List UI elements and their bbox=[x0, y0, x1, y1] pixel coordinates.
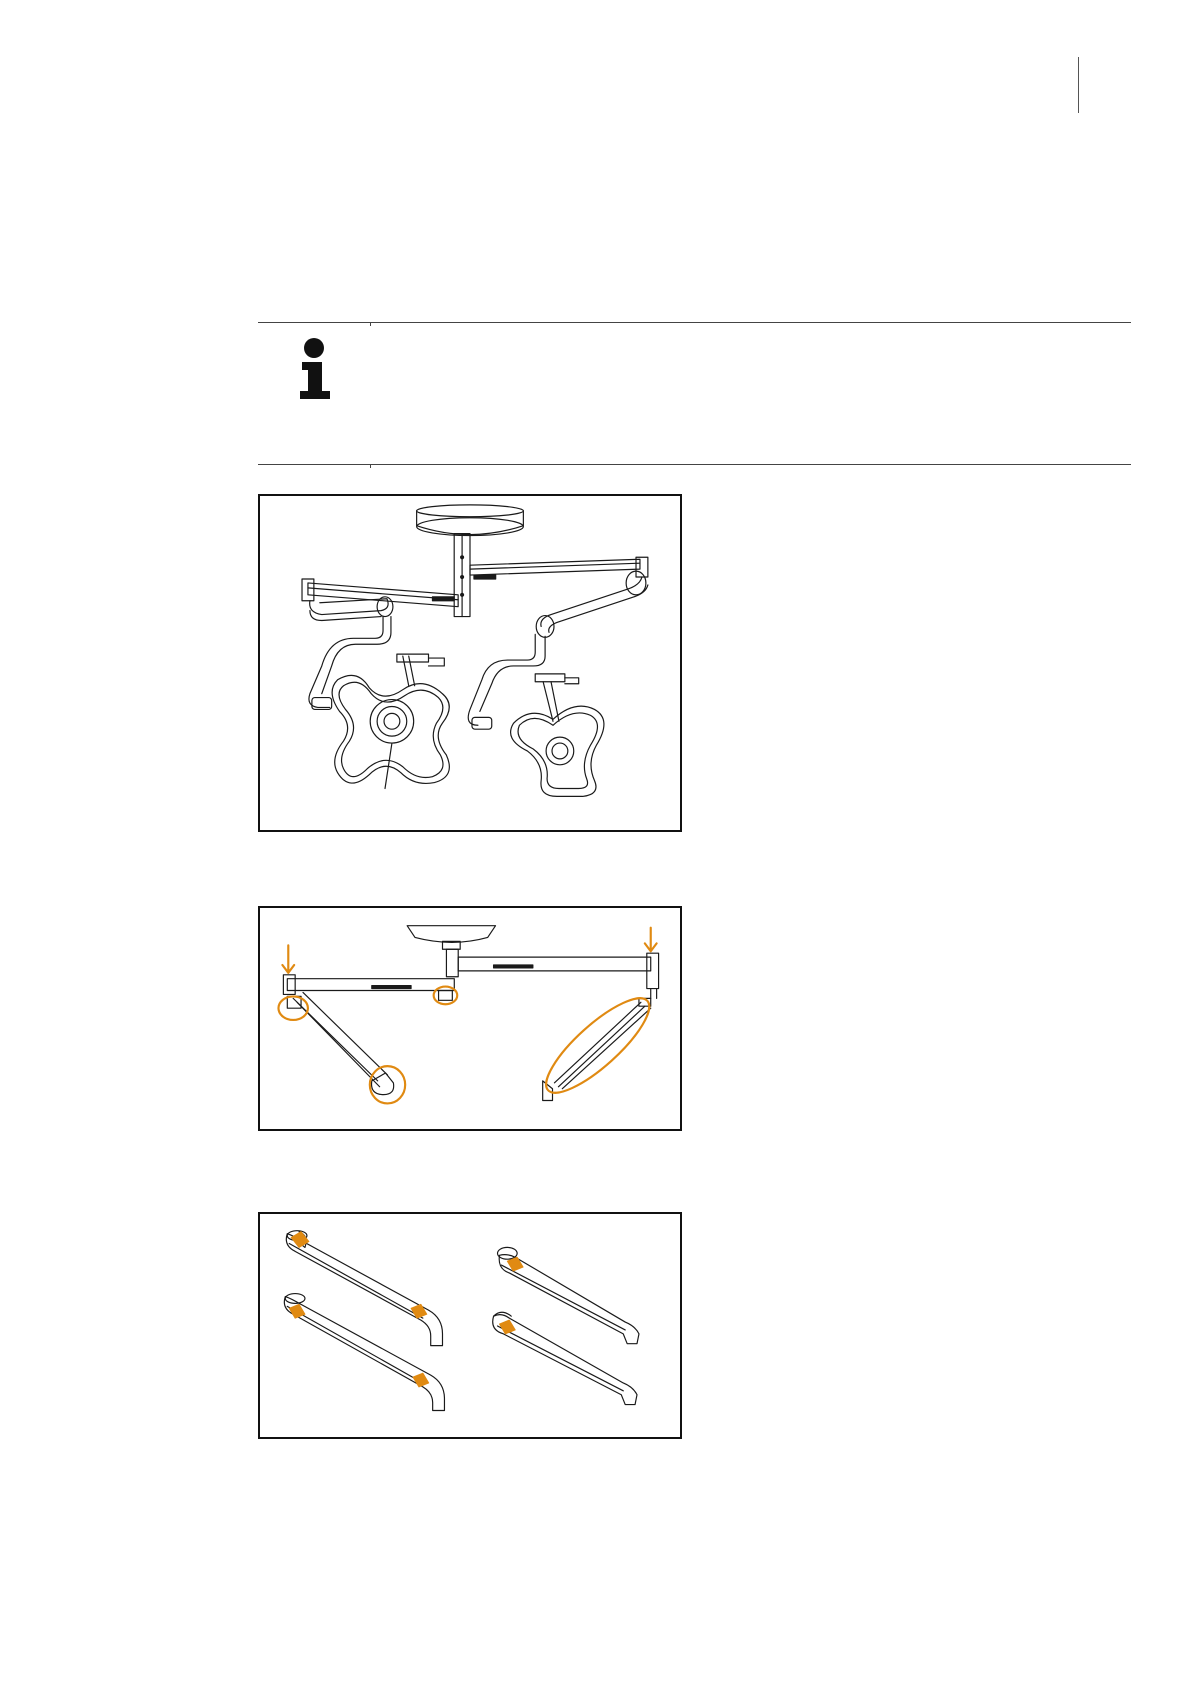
right-horizontal-arm bbox=[458, 953, 658, 998]
figure-light-assembly bbox=[258, 494, 682, 832]
info-icon bbox=[298, 337, 334, 399]
highlight-ring bbox=[534, 985, 661, 1105]
left-spring-arm bbox=[287, 992, 393, 1094]
band-marker bbox=[413, 1373, 429, 1387]
central-column bbox=[454, 534, 470, 617]
note-bottom-rule bbox=[258, 464, 1131, 465]
left-spring-arm bbox=[309, 597, 393, 710]
ceiling-canopy bbox=[407, 926, 495, 977]
page-edge-rule bbox=[1078, 57, 1079, 113]
band-marker bbox=[499, 1320, 515, 1334]
right-light-head bbox=[511, 674, 604, 797]
right-spring-arm bbox=[543, 998, 651, 1100]
highlight-ring bbox=[434, 987, 458, 1005]
note-top-rule bbox=[258, 322, 1131, 323]
down-arrow-icon bbox=[282, 945, 294, 973]
down-arrow-icon bbox=[645, 928, 657, 952]
figure-spring-arm-bands bbox=[258, 1212, 682, 1439]
spring-arm-bottom-right bbox=[493, 1312, 637, 1404]
right-spring-arm bbox=[468, 571, 648, 729]
left-light-head bbox=[332, 654, 449, 788]
spring-arm-top-left bbox=[286, 1231, 442, 1346]
ceiling-canopy bbox=[417, 505, 524, 536]
right-horizontal-arm bbox=[470, 557, 648, 579]
highlight-ring bbox=[370, 1066, 405, 1103]
figure-arm-joints bbox=[258, 906, 682, 1131]
left-horizontal-arm bbox=[283, 975, 454, 1001]
band-marker bbox=[289, 1304, 305, 1318]
joint-highlights bbox=[278, 928, 661, 1106]
